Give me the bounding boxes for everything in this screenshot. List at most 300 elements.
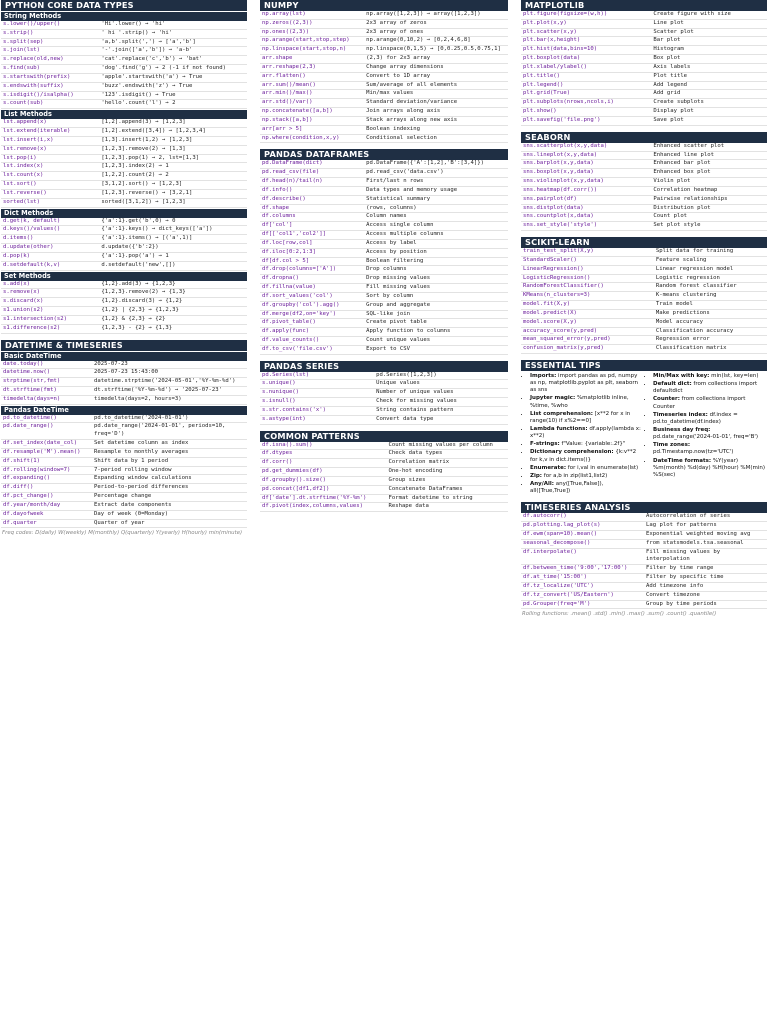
reference-table (1, 21, 247, 109)
code-cell: df.at_time('15:00') (521, 574, 644, 583)
table-row (260, 398, 508, 407)
code-cell: plt.subplots(nrows,ncols,i) (521, 99, 651, 108)
description-cell: {1,2}.add(3) → {1,2,3} (99, 281, 247, 289)
table-row (1, 395, 247, 404)
description-cell: Count missing values per column (386, 442, 508, 450)
description-cell: Group sizes (386, 476, 508, 485)
code-cell: RandomForestClassifier() (521, 283, 654, 292)
code-cell: sns.distplot(data) (521, 204, 651, 213)
description-cell: 'apple'.startswith('a') → True (99, 73, 247, 82)
code-cell: df.isna().sum() (260, 442, 386, 450)
description-cell: {1,2,3} - {2} → {1,3} (99, 324, 247, 333)
tips-left (523, 373, 642, 496)
table-row (1, 47, 247, 56)
code-cell: s.split(sep) (1, 38, 99, 47)
description-cell: Create figure with size (651, 11, 767, 19)
tip-label: Any/All: (530, 480, 554, 487)
code-cell: plt.hist(data,bins=10) (521, 46, 651, 55)
description-cell: {'a':1}.pop('a') → 1 (99, 252, 247, 261)
table-row (260, 248, 508, 257)
code-cell: plt.grid(True) (521, 90, 651, 99)
section-header: TIMESERIES ANALYSIS (521, 502, 767, 513)
code-cell: df.apply(func) (260, 328, 364, 337)
table-row (521, 143, 767, 151)
description-cell: Column names (364, 213, 508, 222)
code-cell: df.iloc[0:2,1:3] (260, 248, 364, 257)
description-cell: Percentage change (92, 493, 247, 502)
code-cell: LogisticRegression() (521, 274, 654, 283)
table-row (260, 389, 508, 398)
code-cell: s.startswith(prefix) (1, 73, 99, 82)
table-row (260, 239, 508, 248)
description-cell: pd.read_csv('data.csv') (364, 169, 508, 178)
description-cell: {1,2} | {2,3} → {1,2,3} (99, 307, 247, 316)
code-cell: plt.savefig('file.png') (521, 116, 651, 125)
table-row (260, 37, 508, 46)
tip-label: Time zones: (653, 442, 691, 449)
table-row (260, 116, 508, 125)
description-cell: 'buzz'.endswith('z') → True (99, 82, 247, 91)
subsection-header: Dict Methods (1, 209, 247, 218)
table-row (260, 186, 508, 195)
table-row (521, 574, 767, 583)
table-row (1, 457, 247, 466)
description-cell: Resample to monthly averages (92, 448, 247, 457)
tip-text: pd.date_range('2024-01-01', freq='B') (653, 434, 759, 441)
code-cell: sns.pairplot(df) (521, 195, 651, 204)
reference-table (1, 361, 247, 405)
table-row (1, 218, 247, 226)
description-cell: Min/max values (364, 90, 508, 99)
reference-table (1, 218, 247, 271)
tip-label: F-strings: (530, 441, 560, 448)
code-cell: s.add(x) (1, 281, 99, 289)
code-cell: pd.Series(lst) (260, 372, 374, 380)
description-cell: Enhanced box plot (651, 169, 767, 178)
description-cell: Correlation heatmap (651, 186, 767, 195)
description-cell: Histogram (651, 46, 767, 55)
section-datetime-timeseries (1, 340, 247, 540)
description-cell: Split data for training (654, 248, 767, 256)
code-cell: plt.bar(x,height) (521, 37, 651, 46)
table-row (521, 178, 767, 187)
table-row (1, 128, 247, 137)
table-row (1, 261, 247, 270)
subsection-header: Basic DateTime (1, 352, 247, 361)
table-row (260, 468, 508, 477)
code-cell: d.pop(k) (1, 252, 99, 261)
code-cell: np.where(condition,x,y) (260, 134, 364, 143)
description-cell: Enhanced scatter plot (651, 143, 767, 151)
table-row (260, 485, 508, 494)
code-cell: d.setdefault(k,v) (1, 261, 99, 270)
description-cell: Period-to-period differences (92, 484, 247, 493)
description-cell: Fill missing values (364, 284, 508, 293)
code-cell: datetime.now() (1, 369, 92, 378)
table-row (521, 274, 767, 283)
description-cell: Add legend (651, 81, 767, 90)
code-cell: sns.boxplot(x,y,data) (521, 169, 651, 178)
code-cell: df.corr() (260, 459, 386, 468)
description-cell: {'a':1}.keys() → dict_keys(['a']) (99, 226, 247, 235)
reference-table (521, 248, 767, 354)
code-cell: s.isdigit()/isalpha() (1, 91, 99, 100)
code-cell: plt.legend() (521, 81, 651, 90)
code-cell: lst.sort() (1, 181, 99, 190)
subsection-header: Set Methods (1, 272, 247, 281)
tip-item (530, 449, 642, 463)
code-cell: df[df.col > 5] (260, 257, 364, 266)
tip-item (530, 411, 642, 425)
code-cell: sns.set_style('style') (521, 222, 651, 231)
table-row (1, 369, 247, 378)
description-cell: Model accuracy (654, 318, 767, 327)
reference-table (521, 513, 767, 609)
code-cell: pd.date_range() (1, 423, 92, 440)
table-row (260, 204, 508, 213)
description-cell: from statsmodels.tsa.seasonal (644, 539, 767, 548)
tip-text: [x**2 for x in range(10) if x%2==0] (530, 410, 631, 424)
reference-table (521, 11, 767, 126)
code-cell: np.linspace(start,stop,n) (260, 46, 364, 55)
table-row (1, 448, 247, 457)
section-header: SCIKIT-LEARN (521, 237, 767, 248)
description-cell: Correlation matrix (386, 459, 508, 468)
description-cell: [1,2,3].remove(2) → [1,3] (99, 145, 247, 154)
table-row (521, 265, 767, 274)
code-cell: lst.pop(i) (1, 154, 99, 163)
code-cell: lst.remove(x) (1, 145, 99, 154)
table-row (521, 301, 767, 310)
code-cell: train_test_split(X,y) (521, 248, 654, 256)
code-cell: df.quarter (1, 519, 92, 528)
section-header: DATETIME & TIMESERIES (1, 340, 247, 351)
column-left (1, 0, 247, 545)
description-cell: Create subplots (651, 99, 767, 108)
tip-label: Dictionary comprehension: (530, 449, 614, 456)
code-cell: model.score(X,y) (521, 318, 654, 327)
code-cell: df.set_index(date_col) (1, 440, 92, 449)
code-cell: plt.scatter(x,y) (521, 28, 651, 37)
description-cell: {'a':1}.items() → [('a',1)] (99, 235, 247, 244)
table-row (1, 244, 247, 253)
code-cell: s1.difference(s2) (1, 324, 99, 333)
code-cell: s.discard(x) (1, 298, 99, 307)
description-cell: Plot title (651, 72, 767, 81)
table-row (260, 275, 508, 284)
table-row (521, 292, 767, 301)
tip-text: import pandas as pd, numpy as np, matplotlib.pyplot as plt, seaborn as sns (530, 372, 638, 394)
description-cell: Logistic regression (654, 274, 767, 283)
description-cell: Create pivot table (364, 319, 508, 328)
table-row (1, 415, 247, 423)
description-cell: [1,2].extend([3,4]) → [1,2,3,4] (99, 128, 247, 137)
table-row (521, 116, 767, 125)
section-matplotlib (521, 0, 767, 126)
code-cell: strptime(str,fmt) (1, 378, 92, 387)
table-row (260, 415, 508, 424)
table-row (1, 289, 247, 298)
code-cell: lst.index(x) (1, 163, 99, 172)
description-cell: Group and aggregate (364, 301, 508, 310)
table-row (1, 466, 247, 475)
description-cell: Filter by time range (644, 565, 767, 574)
code-cell: df.autocorr() (521, 513, 644, 521)
footnote: Rolling functions: .mean() .std() .min() .max() .sum() .count() .quantile() (522, 611, 717, 618)
table-row (521, 256, 767, 265)
description-cell: [1,2].append(3) → [1,2,3] (99, 119, 247, 127)
table-row (521, 28, 767, 37)
code-cell: np.arange(start,stop,step) (260, 37, 364, 46)
table-row (260, 284, 508, 293)
code-cell: df.pivot_table() (260, 319, 364, 328)
description-cell: 2x3 array of zeros (364, 19, 508, 28)
tip-text: pd.Timestamp.now(tz='UTC') (653, 449, 734, 456)
description-cell: 2025-07-23 15:43:00 (92, 369, 247, 378)
description-cell: Convert timezone (644, 591, 767, 600)
table-row (1, 73, 247, 82)
code-cell: plt.plot(x,y) (521, 19, 651, 28)
table-row (1, 298, 247, 307)
tip-item (653, 381, 765, 395)
column-middle (260, 0, 508, 518)
description-cell: Conditional selection (364, 134, 508, 143)
reference-table (1, 415, 247, 529)
description-cell: pd.Series([1,2,3]) (374, 372, 508, 380)
footnote: Freq codes: D(daily) W(weekly) M(monthly) Q(quarterly) Y(yearly) H(hourly) min(minute) (2, 530, 243, 537)
tip-item (653, 412, 765, 426)
tip-label: Jupyter magic: (530, 395, 576, 402)
code-cell: pd.get_dummies(df) (260, 468, 386, 477)
code-cell: df.resample('M').mean() (1, 448, 92, 457)
section-scikit-learn (521, 237, 767, 354)
table-row (521, 90, 767, 99)
table-row (260, 266, 508, 275)
description-cell: String contains pattern (374, 406, 508, 415)
table-row (260, 222, 508, 231)
table-row (521, 522, 767, 531)
tip-text: df.index = pd.to_datetime(df.index) (653, 411, 738, 425)
description-cell: dt.strftime('%Y-%m-%d') → '2025-07-23' (92, 386, 247, 395)
description-cell: Box plot (651, 55, 767, 64)
description-cell: Sort by column (364, 292, 508, 301)
description-cell: pd.to_datetime('2024-01-01') (92, 415, 247, 423)
description-cell: Reshape data (386, 503, 508, 512)
code-cell: s.endswith(suffix) (1, 82, 99, 91)
table-row (1, 281, 247, 289)
table-row (521, 336, 767, 345)
table-row (521, 46, 767, 55)
table-row (521, 204, 767, 213)
description-cell: '123'.isdigit() → True (99, 91, 247, 100)
code-cell: np.stack([a,b]) (260, 116, 364, 125)
description-cell: Access single column (364, 222, 508, 231)
table-row (260, 380, 508, 389)
description-cell: 2025-07-23 (92, 361, 247, 369)
description-cell: Access by label (364, 239, 508, 248)
table-row (521, 582, 767, 591)
description-cell: timedelta(days=2, hours=3) (92, 395, 247, 404)
code-cell: df.describe() (260, 195, 364, 204)
table-row (521, 186, 767, 195)
section-header: NUMPY (260, 0, 508, 11)
description-cell: Access multiple columns (364, 231, 508, 240)
description-cell: Enhanced line plot (651, 151, 767, 160)
description-cell: pd.DataFrame({'A':[1,2],'B':[3,4]}) (364, 160, 508, 168)
table-row (521, 222, 767, 231)
description-cell: np.linspace(0,1,5) → [0,0.25,0.5,0.75,1] (364, 46, 508, 55)
tip-label: DateTime formats: (653, 457, 712, 464)
code-cell: df.head(n)/tail(n) (260, 178, 364, 187)
table-row (1, 29, 247, 38)
code-cell: arr.min()/max() (260, 90, 364, 99)
description-cell: (rows, columns) (364, 204, 508, 213)
table-row (1, 172, 247, 181)
code-cell: arr[arr > 5] (260, 125, 364, 134)
description-cell: 7-period rolling window (92, 466, 247, 475)
description-cell: Display plot (651, 108, 767, 117)
tip-label: Counter: (653, 396, 680, 403)
code-cell: arr.shape (260, 55, 364, 64)
code-cell: lst.insert(i,x) (1, 136, 99, 145)
table-row (1, 56, 247, 65)
code-cell: s.replace(old,new) (1, 56, 99, 65)
description-cell: Save plot (651, 116, 767, 125)
description-cell: SQL-like join (364, 310, 508, 319)
tip-label: Zip: (530, 472, 543, 479)
table-row (260, 345, 508, 354)
description-cell: Expanding window calculations (92, 475, 247, 484)
code-cell: df.groupby('col').agg() (260, 301, 364, 310)
table-row (260, 450, 508, 459)
description-cell: {1,2} & {2,3} → {2} (99, 315, 247, 324)
table-row (260, 257, 508, 266)
table-row (260, 178, 508, 187)
code-cell: lst.append(x) (1, 119, 99, 127)
table-row (521, 283, 767, 292)
tip-text: f"Value: {variable:.2f}" (559, 441, 626, 448)
tip-item (530, 473, 642, 480)
section-python-core-data-types (1, 0, 247, 334)
table-row (260, 90, 508, 99)
table-row (260, 459, 508, 468)
tip-item (530, 441, 642, 448)
table-row (521, 309, 767, 318)
section-pandas-series (260, 361, 508, 425)
tip-label: Imports: (530, 372, 557, 379)
table-row (260, 63, 508, 72)
code-cell: pd.DataFrame(dict) (260, 160, 364, 168)
tip-text: for i,val in enumerate(lst) (566, 464, 639, 471)
table-row (521, 160, 767, 169)
code-cell: df.info() (260, 186, 364, 195)
description-cell: 'hello'.count('l') → 2 (99, 100, 247, 109)
table-row (1, 91, 247, 100)
table-row (260, 336, 508, 345)
description-cell: Format datetime to string (386, 494, 508, 503)
table-row (521, 63, 767, 72)
table-row (1, 386, 247, 395)
section-header: PANDAS SERIES (260, 361, 508, 372)
tip-text: for a,b in zip(list1,list2) (542, 472, 608, 479)
code-cell: np.concatenate([a,b]) (260, 108, 364, 117)
code-cell: pd.plotting.lag_plot(s) (521, 522, 644, 531)
table-row (1, 307, 247, 316)
code-cell: sns.barplot(x,y,data) (521, 160, 651, 169)
table-row (260, 46, 508, 55)
tip-item (530, 395, 642, 409)
code-cell: d.keys()/values() (1, 226, 99, 235)
description-cell: Export to CSV (364, 345, 508, 354)
description-cell: Pairwise relationships (651, 195, 767, 204)
code-cell: np.ones((2,3)) (260, 28, 364, 37)
description-cell: Drop missing values (364, 275, 508, 284)
table-row (521, 565, 767, 574)
table-row (1, 82, 247, 91)
description-cell: Stack arrays along new axis (364, 116, 508, 125)
description-cell: Linear regression model (654, 265, 767, 274)
subsection-header: List Methods (1, 110, 247, 119)
code-cell: lst.reverse() (1, 189, 99, 198)
table-row (260, 99, 508, 108)
description-cell: 'cat'.replace('c','b') → 'bat' (99, 56, 247, 65)
code-cell: s.nunique() (260, 389, 374, 398)
code-cell: df.ewm(span=10).mean() (521, 530, 644, 539)
code-cell: df.shift(1) (1, 457, 92, 466)
table-row (1, 484, 247, 493)
description-cell: Drop columns (364, 266, 508, 275)
description-cell: Distribution plot (651, 204, 767, 213)
description-cell: K-means clustering (654, 292, 767, 301)
description-cell: Sum/average of all elements (364, 81, 508, 90)
reference-table (521, 143, 767, 231)
description-cell: Violin plot (651, 178, 767, 187)
table-row (521, 151, 767, 160)
tip-text: from collections import Counter (653, 396, 746, 410)
section-header: MATPLOTLIB (521, 0, 767, 11)
table-row (1, 145, 247, 154)
code-cell: d.get(k, default) (1, 218, 99, 226)
table-row (521, 513, 767, 521)
section-pandas-dataframes (260, 149, 508, 354)
column-right (521, 0, 767, 626)
table-row (260, 195, 508, 204)
code-cell: s.remove(x) (1, 289, 99, 298)
table-row (260, 328, 508, 337)
description-cell: Boolean filtering (364, 257, 508, 266)
description-cell: Exponential weighted moving avg (644, 530, 767, 539)
code-cell: sns.violinplot(x,y,data) (521, 178, 651, 187)
description-cell: Extract date components (92, 501, 247, 510)
code-cell: df.year/month/day (1, 501, 92, 510)
code-cell: df.merge(df2,on='key') (260, 310, 364, 319)
table-row (521, 72, 767, 81)
table-row (260, 19, 508, 28)
tip-item (530, 426, 642, 440)
table-row (521, 169, 767, 178)
table-row (521, 195, 767, 204)
description-cell: Axis labels (651, 63, 767, 72)
table-row (260, 55, 508, 64)
tip-item (530, 481, 642, 495)
table-row (1, 198, 247, 207)
table-row (1, 493, 247, 502)
tip-item (530, 373, 642, 394)
code-cell: df.dropna() (260, 275, 364, 284)
table-row (1, 154, 247, 163)
code-cell: np.zeros((2,3)) (260, 19, 364, 28)
code-cell: lst.extend(iterable) (1, 128, 99, 137)
